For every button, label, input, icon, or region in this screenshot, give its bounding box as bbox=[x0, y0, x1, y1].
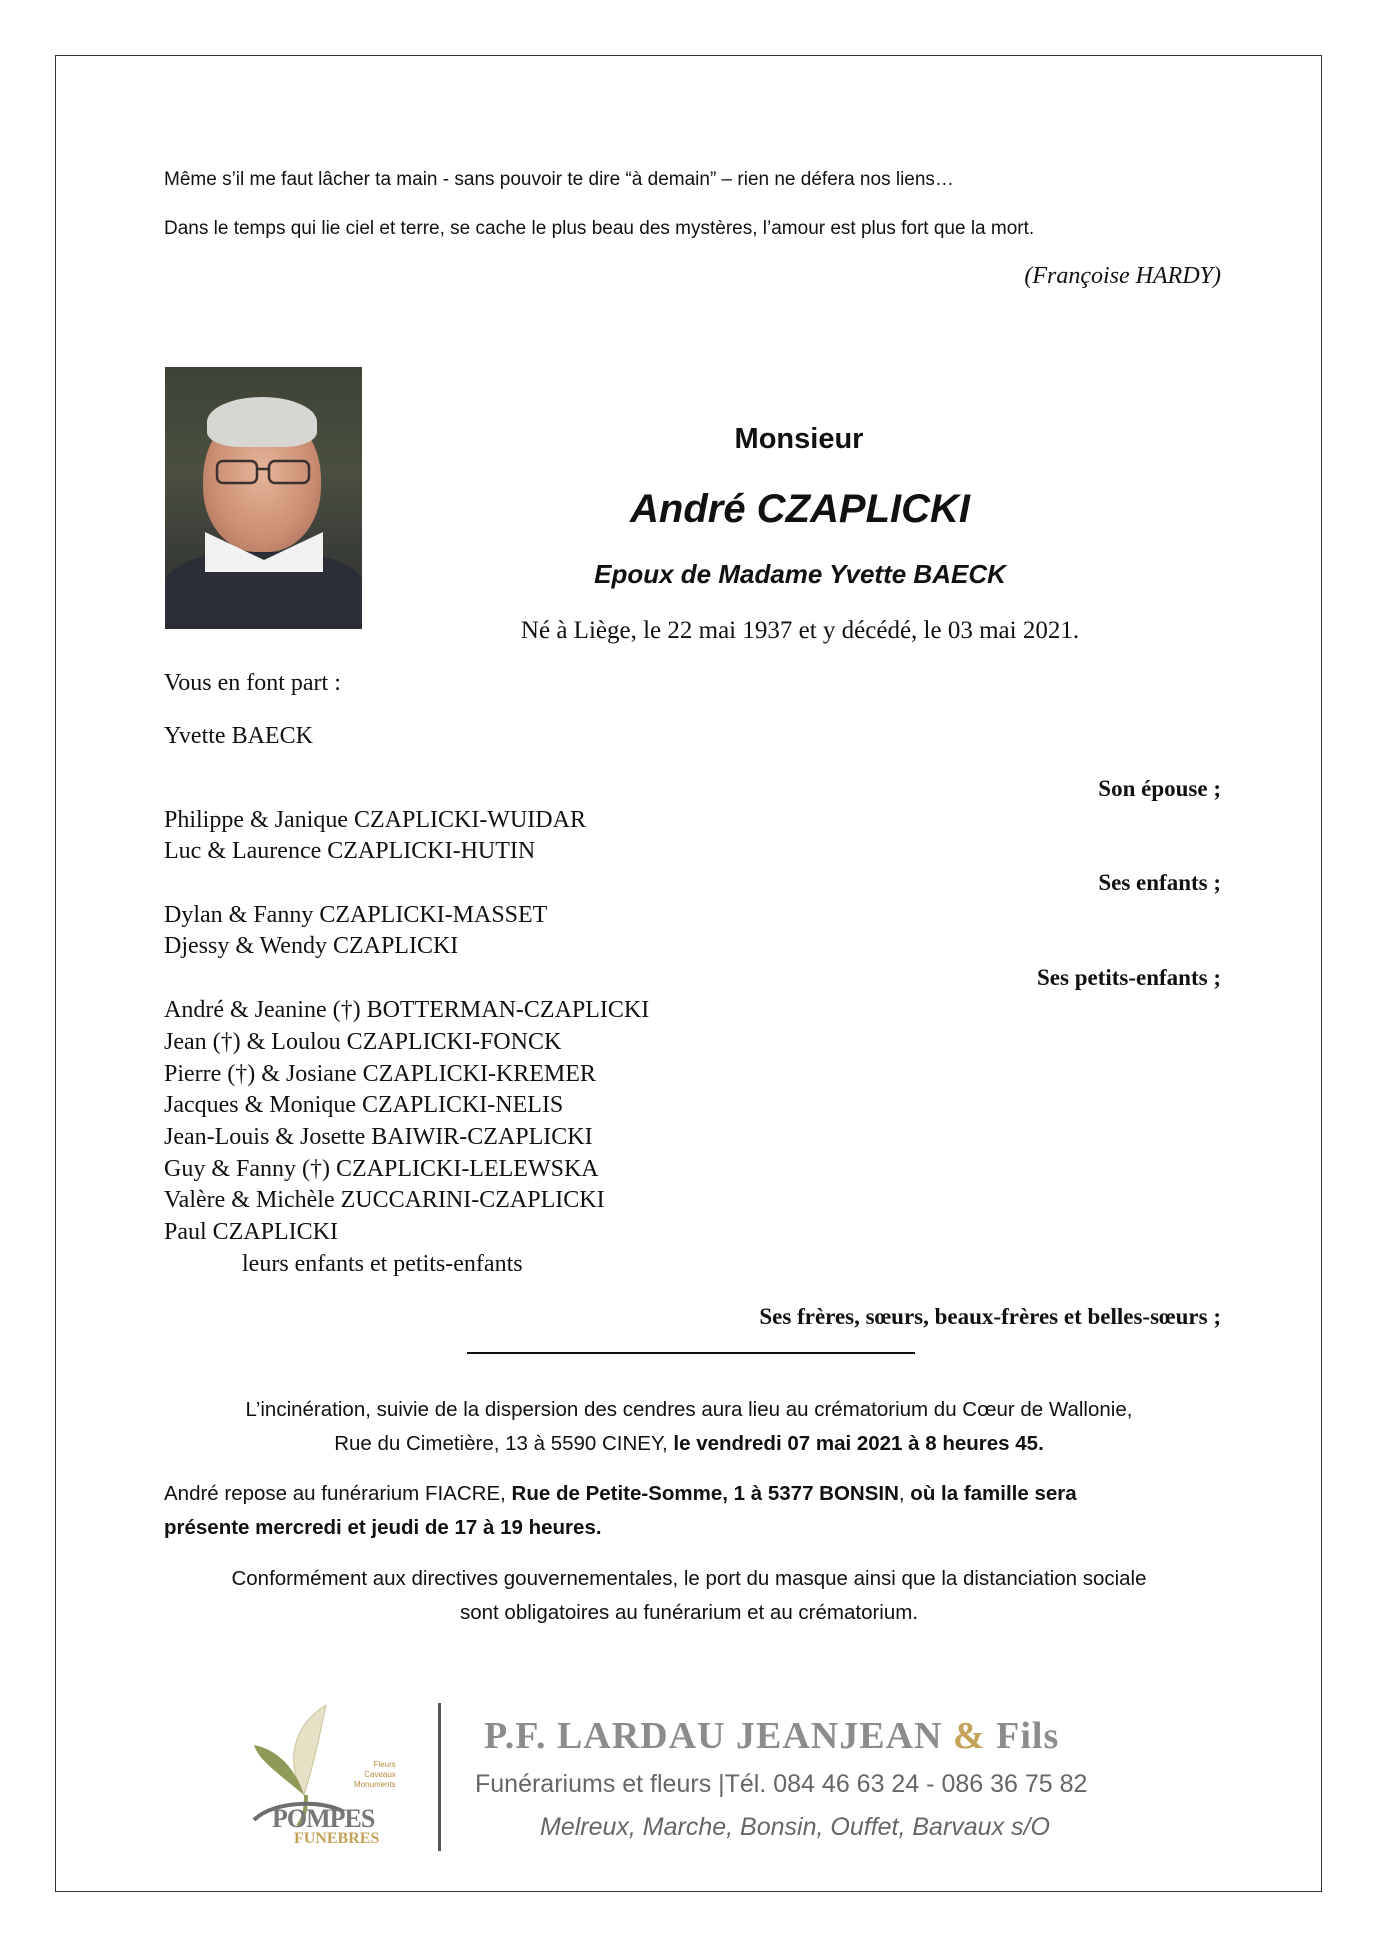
covid-line-2: sont obligatoires au funérarium et au crématorium. bbox=[459, 1601, 919, 1624]
family-member: Luc & Laurence CZAPLICKI-HUTIN bbox=[164, 838, 536, 864]
family-member: Dylan & Fanny CZAPLICKI-MASSET bbox=[164, 902, 548, 928]
ceremony-line-1: L’incinération, suivie de la dispersion des cendres aura lieu au crématorium du Cœur de Wallonie, bbox=[245, 1398, 1133, 1421]
family-member: Philippe & Janique CZAPLICKI-WUIDAR bbox=[164, 807, 586, 833]
ceremony-line-2: Rue du Cimetière, 13 à 5590 CINEY, le vendredi 07 mai 2021 à 8 heures 45. bbox=[334, 1432, 1044, 1455]
company-contact: Funérariums et fleurs |Tél. 084 46 63 24 - 086 36 75 82 bbox=[475, 1770, 1088, 1798]
separator-rule bbox=[467, 1352, 915, 1354]
family-member: Jacques & Monique CZAPLICKI-NELIS bbox=[164, 1092, 564, 1118]
company-name: P.F. LARDAU JEANJEAN & Fils bbox=[484, 1715, 1060, 1757]
family-member: Jean (†) & Loulou CZAPLICKI-FONCK bbox=[164, 1029, 562, 1055]
family-member-descendants: leurs enfants et petits-enfants bbox=[242, 1251, 523, 1277]
covid-line-1: Conformément aux directives gouvernementales, le port du masque ainsi que la distanciation sociale bbox=[231, 1567, 1147, 1590]
birth-death-dates: Né à Liège, le 22 mai 1937 et y décédé, le 03 mai 2021. bbox=[520, 617, 1080, 644]
poem-line-2: Dans le temps qui lie ciel et terre, se cache le plus beau des mystères, l’amour est plus fort que la mort. bbox=[164, 218, 1035, 239]
family-member: Jean-Louis & Josette BAIWIR-CZAPLICKI bbox=[164, 1124, 593, 1150]
logo-separator bbox=[438, 1703, 441, 1851]
deceased-name: André CZAPLICKI bbox=[630, 487, 970, 531]
relation-label: Ses petits-enfants ; bbox=[1037, 965, 1221, 990]
title-monsieur: Monsieur bbox=[734, 423, 864, 455]
poem-line-1: Même s’il me faut lâcher ta main - sans pouvoir te dire “à demain” – rien ne défera nos liens… bbox=[164, 169, 954, 190]
family-member: Paul CZAPLICKI bbox=[164, 1219, 338, 1245]
announce-intro: Vous en font part : bbox=[164, 670, 341, 696]
pompes-funebres-logo: Fleurs Caveaux Monuments POMPES FUNEBRES bbox=[234, 1700, 424, 1850]
visitation-line-2: présente mercredi et jeudi de 17 à 19 heures. bbox=[164, 1516, 602, 1539]
family-member: Pierre (†) & Josiane CZAPLICKI-KREMER bbox=[164, 1061, 596, 1087]
family-member: André & Jeanine (†) BOTTERMAN-CZAPLICKI bbox=[164, 997, 650, 1023]
relation-label: Ses enfants ; bbox=[1098, 870, 1221, 895]
poem-author: (Françoise HARDY) bbox=[1024, 263, 1221, 289]
family-member: Yvette BAECK bbox=[164, 723, 313, 749]
family-member: Guy & Fanny (†) CZAPLICKI-LELEWSKA bbox=[164, 1156, 599, 1182]
family-member: Valère & Michèle ZUCCARINI-CZAPLICKI bbox=[164, 1187, 605, 1213]
relation-label: Ses frères, sœurs, beaux-frères et belles-sœurs ; bbox=[759, 1304, 1221, 1329]
family-member: Djessy & Wendy CZAPLICKI bbox=[164, 933, 459, 959]
relation-label: Son épouse ; bbox=[1098, 776, 1221, 801]
company-locations: Melreux, Marche, Bonsin, Ouffet, Barvaux s/O bbox=[540, 1813, 1050, 1841]
spouse-line: Epoux de Madame Yvette BAECK bbox=[594, 559, 1006, 589]
visitation-line-1: André repose au funérarium FIACRE, Rue de Petite-Somme, 1 à 5377 BONSIN, où la famille sera bbox=[164, 1482, 1077, 1505]
